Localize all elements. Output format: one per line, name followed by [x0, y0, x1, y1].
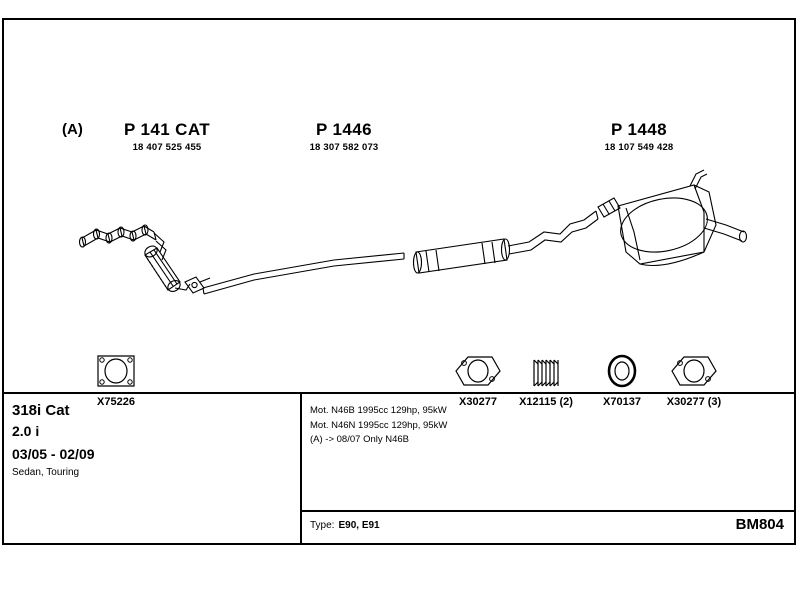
part-label-rear-silencer [544, 120, 734, 153]
tail-pipe-icon [690, 170, 747, 242]
flange-gasket-icon [90, 352, 142, 394]
vehicle-body-styles: Sedan, Touring [12, 467, 80, 478]
engine-spec-line: (A) -> 08/07 Only N46B [310, 434, 410, 446]
rear-silencer-icon [616, 185, 716, 266]
table-top-rule [4, 392, 794, 394]
engine-spec-line: Mot. N46B 1995cc 129hp, 95kW [310, 405, 447, 416]
type-value: E90, E91 [338, 520, 380, 531]
fitting-x30277 [452, 352, 504, 412]
fitting-label: X30277 [459, 396, 497, 408]
part-number: 18 407 525 455 [132, 141, 202, 153]
fitting-x70137 [596, 352, 648, 412]
part-title: P 141 CAT [123, 120, 211, 139]
flange-gasket-icon [452, 352, 504, 394]
catalogue-code: BM804 [735, 516, 784, 533]
diagram-frame [2, 18, 796, 545]
fitting-label: X70137 [603, 396, 641, 408]
fitting-label: X30277 (3) [666, 396, 722, 408]
ring-seal-icon [596, 352, 648, 394]
type-row [310, 520, 380, 531]
fitting-label: X75226 [97, 396, 135, 408]
fitting-x12115 [520, 352, 572, 412]
type-label: Type: [310, 520, 335, 531]
centre-silencer-icon [414, 239, 510, 273]
vehicle-production-dates: 03/05 - 02/09 [12, 446, 95, 462]
part-title: P 1448 [611, 120, 667, 139]
flange-gasket-icon [668, 352, 720, 394]
part-title: P 1446 [316, 120, 372, 139]
vehicle-info-cell [12, 402, 292, 478]
diagram-area [4, 20, 794, 408]
engine-spec-cell [310, 404, 770, 448]
engine-spec-line: Mot. N46N 1995cc 129hp, 95kW [310, 419, 448, 431]
catalytic-converter-icon [143, 244, 190, 294]
exhaust-manifold-icon [80, 225, 167, 260]
fitting-label: X12115 (2) [519, 396, 573, 408]
table-type-rule [300, 510, 794, 512]
pipe-clamp-icon [598, 198, 620, 217]
exhaust-line-artwork [4, 20, 794, 392]
part-label-centre-silencer [249, 120, 439, 153]
vehicle-engine: 2.0 i [12, 423, 40, 439]
variant-marker-a: (A) [62, 121, 83, 138]
front-pipe-icon [203, 253, 404, 294]
part-number: 18 107 549 428 [604, 141, 674, 153]
intermediate-pipe-icon [508, 211, 598, 254]
part-number: 18 307 582 073 [309, 141, 379, 153]
part-label-catalytic-converter [92, 120, 242, 153]
table-column-rule [300, 392, 302, 543]
vehicle-model: 318i Cat [12, 402, 70, 419]
spring-icon [520, 352, 572, 394]
fitting-x30277-3 [668, 352, 720, 412]
